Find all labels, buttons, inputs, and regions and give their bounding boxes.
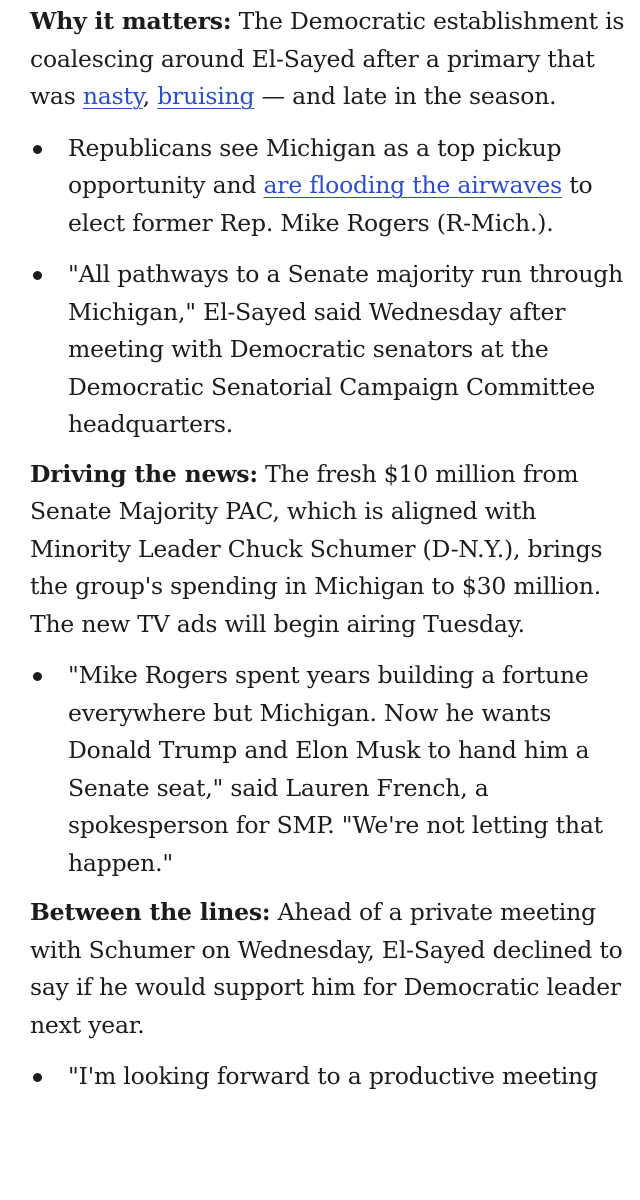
bullet-dot-icon bbox=[33, 1073, 42, 1082]
productive-meeting-quote-text: "I'm looking forward to a productive meeting bbox=[68, 1062, 598, 1090]
flooding-airwaves-link[interactable]: are flooding the airwaves bbox=[263, 171, 562, 199]
bullet-list-2 bbox=[30, 657, 625, 882]
between-the-lines-label: Between the lines: bbox=[30, 898, 271, 926]
bullet-dot-icon bbox=[33, 271, 42, 280]
list-item bbox=[30, 1058, 625, 1096]
article-body bbox=[30, 0, 625, 1096]
list-item bbox=[30, 256, 625, 444]
between-the-lines-text: Ahead of a private meeting with Schumer on Wednesday, El-Sayed declined to say if he would support him for Democratic leader next year. bbox=[30, 898, 623, 1039]
why-it-matters-paragraph bbox=[30, 3, 625, 116]
bullet-dot-icon bbox=[33, 145, 42, 154]
nasty-link[interactable]: nasty bbox=[82, 82, 143, 110]
bullet-list-1 bbox=[30, 130, 625, 444]
bullet-1-text-1: Republicans see Michigan as a top pickup opportunity and bbox=[68, 133, 562, 199]
bullet-1-text-2: to elect former Rep. Mike Rogers (R-Mich.). bbox=[68, 171, 593, 237]
driving-the-news-paragraph bbox=[30, 456, 625, 644]
smp-quote-text: "Mike Rogers spent years building a fortune everywhere but Michigan. Now he wants Donald Trump and Elon Musk to hand him a Senate seat," said Lauren French, a spokesperson for SMP. "We're not letting that happen." bbox=[68, 661, 603, 877]
list-item bbox=[30, 657, 625, 882]
driving-the-news-text: The fresh $10 million from Senate Majority PAC, which is aligned with Minority Leader Chuck Schumer (D-N.Y.), brings the group's spending in Michigan to $30 million. The new TV ads will begin airing Tuesday. bbox=[30, 459, 603, 638]
why-it-matters-text-3: — and late in the season. bbox=[254, 82, 557, 110]
bullet-2-text: "All pathways to a Senate majority run through Michigan," El-Sayed said Wednesday after meeting with Democratic senators at the Democratic Senatorial Campaign Committee headquarters. bbox=[68, 260, 624, 438]
bullet-dot-icon bbox=[33, 672, 42, 681]
between-the-lines-paragraph bbox=[30, 894, 625, 1044]
why-it-matters-label: Why it matters: bbox=[30, 7, 232, 35]
bullet-list-3 bbox=[30, 1058, 625, 1096]
why-it-matters-text-2: , bbox=[142, 82, 158, 110]
bruising-link[interactable]: bruising bbox=[157, 82, 255, 110]
why-it-matters-text-1: The Democratic establishment is coalescing around El-Sayed after a primary that was bbox=[30, 7, 625, 110]
list-item bbox=[30, 130, 625, 243]
driving-the-news-label: Driving the news: bbox=[30, 459, 258, 488]
